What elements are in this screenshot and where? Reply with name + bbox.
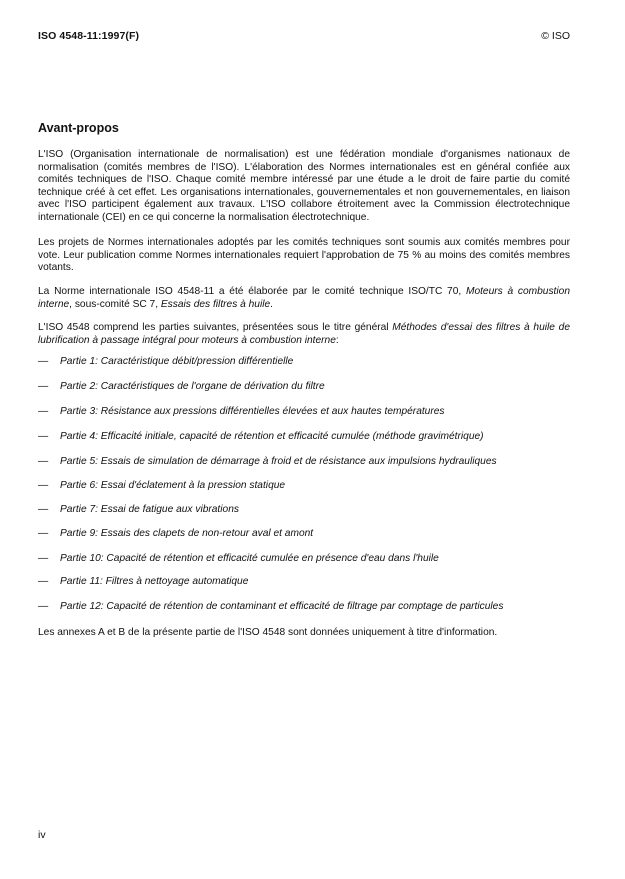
list-dash: — [38,576,49,587]
paragraph-voting: Les projets de Normes internationales adoptés par les comités techniques sont soumis aux comités membres pour vote. Leur publication comme Normes internationales requiert l'approbation de 75 % au moins des comités membres votants. [38,237,570,274]
list-item [38,576,578,589]
parts-intro-colon: : [335,334,339,346]
list-dash: — [38,456,49,467]
annex-note: Les annexes A et B de la présente partie de l'ISO 4548 sont données uniquement à titre d'information. [38,627,498,638]
list-dash: — [38,356,49,367]
page-number: iv [38,829,46,841]
list-item [38,528,578,541]
list-item-text: Partie 5: Essais de simulation de démarrage à froid et de résistance aux impulsions hydrauliques [60,456,497,467]
committee-name: Moteurs à combustion interne [38,286,570,310]
list-dash: — [38,601,49,612]
paragraph-committee [38,286,570,311]
list-dash: — [38,553,49,564]
list-item-text: Partie 4: Efficacité initiale, capacité de rétention et efficacité cumulée (méthode gravimétrique) [60,431,484,442]
list-item-text: Partie 1: Caractéristique débit/pression différentielle [60,356,294,367]
list-item [38,381,578,394]
list-dash: — [38,480,49,491]
list-item-text: Partie 3: Résistance aux pressions différentielles élevées et aux hautes températures [60,406,445,417]
list-dash: — [38,431,49,442]
list-item [38,456,578,469]
committee-text-3: . [270,298,274,310]
list-item-text: Partie 10: Capacité de rétention et efficacité cumulée en présence d'eau dans l'huile [60,553,439,564]
list-item [38,480,578,493]
list-item-text: Partie 12: Capacité de rétention de contaminant et efficacité de filtrage par comptage de particules [60,601,504,612]
list-dash: — [38,504,49,515]
list-item-text: Partie 11: Filtres à nettoyage automatique [60,576,249,587]
list-dash: — [38,528,49,539]
paragraph-iso-overview: L'ISO (Organisation internationale de normalisation) est une fédération mondiale d'organismes nationaux de normalisation (comités membres de l'ISO). L'élaboration des Normes internationales est en général confiée aux comités techniques de l'ISO. Chaque comité membre intéressé par une étude a le droit de faire partie du comité technique créé à cet effet. Les organisations internationales, gouvernementales et non gouvernementales, en liaison avec l'ISO participent également aux travaux. L'ISO collabore étroitement avec la Commission électrotechnique internationale (CEI) en ce qui concerne la normalisation électrotechnique. [38,149,570,223]
list-dash: — [38,381,49,392]
list-item [38,553,578,566]
list-dash: — [38,406,49,417]
committee-text-2: , sous-comité SC 7, [69,298,161,310]
general-title: Méthodes d'essai des filtres à huile de lubrification à passage intégral pour moteurs à combustion interne [38,322,570,346]
list-item-text: Partie 2: Caractéristiques de l'organe de dérivation du filtre [60,381,325,392]
subcommittee-name: Essais des filtres à huile [160,298,271,310]
paragraph-parts-intro [38,322,570,347]
parts-intro-text: L'ISO 4548 comprend les parties suivantes, présentées sous le titre général [38,322,393,333]
list-item [38,431,578,444]
list-item-text: Partie 9: Essais des clapets de non-retour aval et amont [60,528,314,539]
list-item [38,504,578,517]
list-item-text: Partie 6: Essai d'éclatement à la pression statique [60,480,286,491]
list-item [38,406,578,419]
list-item-text: Partie 7: Essai de fatigue aux vibrations [60,504,239,515]
copyright-notice: © ISO [541,30,570,42]
committee-text-1: La Norme internationale ISO 4548-11 a été élaborée par le comité technique ISO/TC 70, [38,286,466,297]
section-title: Avant-propos [38,121,119,135]
document-id: ISO 4548-11:1997(F) [38,30,140,42]
list-item [38,356,578,369]
list-item [38,601,578,614]
